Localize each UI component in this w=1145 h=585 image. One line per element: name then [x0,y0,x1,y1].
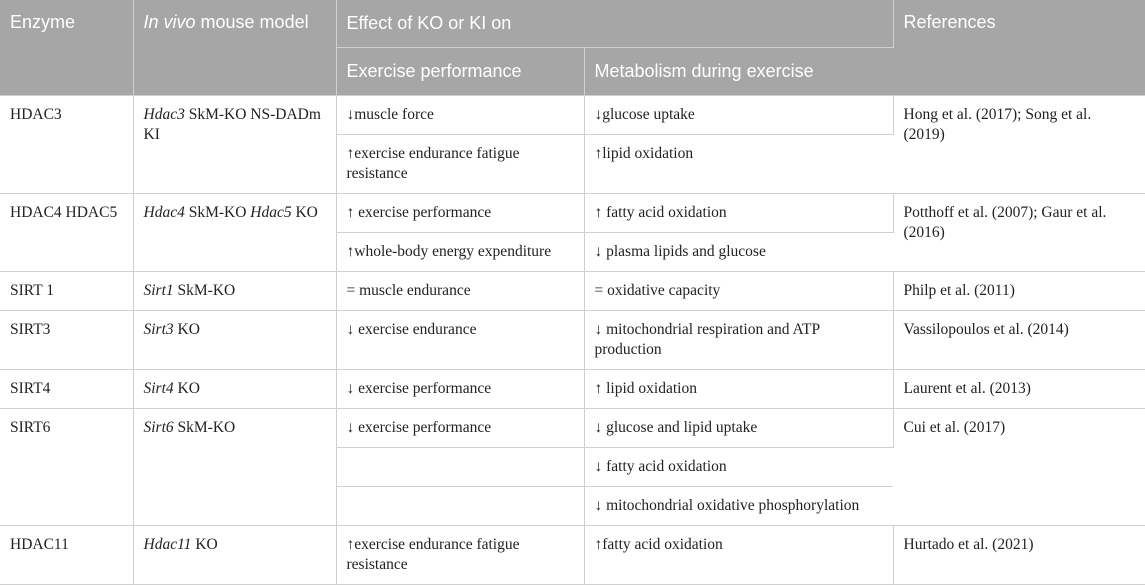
performance-cell-empty [336,448,584,487]
col-header-effect: Effect of KO or KI on [336,0,893,48]
model-cell: Sirt4 KO [133,370,336,409]
header-row [0,0,1145,48]
references-cell: Potthoff et al. (2007); Gaur et al. (2016) [893,194,1145,272]
performance-cell-empty [336,487,584,526]
references-cell: Vassilopoulos et al. (2014) [893,311,1145,370]
table-row [0,370,1145,409]
performance-cell: = muscle endurance [336,272,584,311]
table-row [0,272,1145,311]
metabolism-cell: ↑ lipid oxidation [584,370,893,409]
performance-cell: ↑exercise endurance fatigue resistance [336,526,584,585]
model-cell: Hdac4 SkM-KO Hdac5 KO [133,194,336,272]
enzyme-cell: SIRT4 [0,370,133,409]
metabolism-cell: ↑ fatty acid oxidation [584,194,893,233]
performance-cell: ↓ exercise performance [336,370,584,409]
col-header-enzyme: Enzyme [0,0,133,96]
performance-cell: ↑ exercise performance [336,194,584,233]
metabolism-cell: ↑lipid oxidation [584,135,893,194]
table-row [0,311,1145,370]
references-cell: Hurtado et al. (2021) [893,526,1145,585]
col-header-metabolism: Metabolism during exercise [584,48,893,96]
model-cell: Sirt1 SkM-KO [133,272,336,311]
enzyme-cell: HDAC3 [0,96,133,194]
metabolism-cell: ↓ mitochondrial respiration and ATP production [584,311,893,370]
model-cell: Sirt6 SkM-KO [133,409,336,526]
col-header-references: References [893,0,1145,96]
metabolism-cell: ↓ plasma lipids and glucose [584,233,893,272]
enzyme-cell: HDAC4 HDAC5 [0,194,133,272]
references-cell: Cui et al. (2017) [893,409,1145,526]
enzyme-cell: SIRT6 [0,409,133,526]
performance-cell: ↓ exercise endurance [336,311,584,370]
performance-cell: ↓ exercise performance [336,409,584,448]
enzyme-cell: SIRT3 [0,311,133,370]
model-cell: Hdac3 SkM-KO NS-DADm KI [133,96,336,194]
metabolism-cell: ↓ mitochondrial oxidative phosphorylation [584,487,893,526]
metabolism-cell: ↓glucose uptake [584,96,893,135]
references-cell: Philp et al. (2011) [893,272,1145,311]
col-header-exercise-performance: Exercise performance [336,48,584,96]
table-row [0,194,1145,233]
metabolism-cell: ↑fatty acid oxidation [584,526,893,585]
metabolism-cell: ↓ fatty acid oxidation [584,448,893,487]
performance-cell: ↓muscle force [336,96,584,135]
metabolism-cell: = oxidative capacity [584,272,893,311]
model-cell: Hdac11 KO [133,526,336,585]
model-cell: Sirt3 KO [133,311,336,370]
metabolism-cell: ↓ glucose and lipid uptake [584,409,893,448]
performance-cell: ↑exercise endurance fatigue resistance [336,135,584,194]
performance-cell: ↑whole-body energy expenditure [336,233,584,272]
references-cell: Laurent et al. (2013) [893,370,1145,409]
enzyme-cell: SIRT 1 [0,272,133,311]
references-cell: Hong et al. (2017); Song et al. (2019) [893,96,1145,194]
table-row [0,96,1145,135]
col-header-model: In vivo mouse model [133,0,336,96]
table-row [0,409,1145,448]
enzyme-cell: HDAC11 [0,526,133,585]
table-row [0,526,1145,585]
